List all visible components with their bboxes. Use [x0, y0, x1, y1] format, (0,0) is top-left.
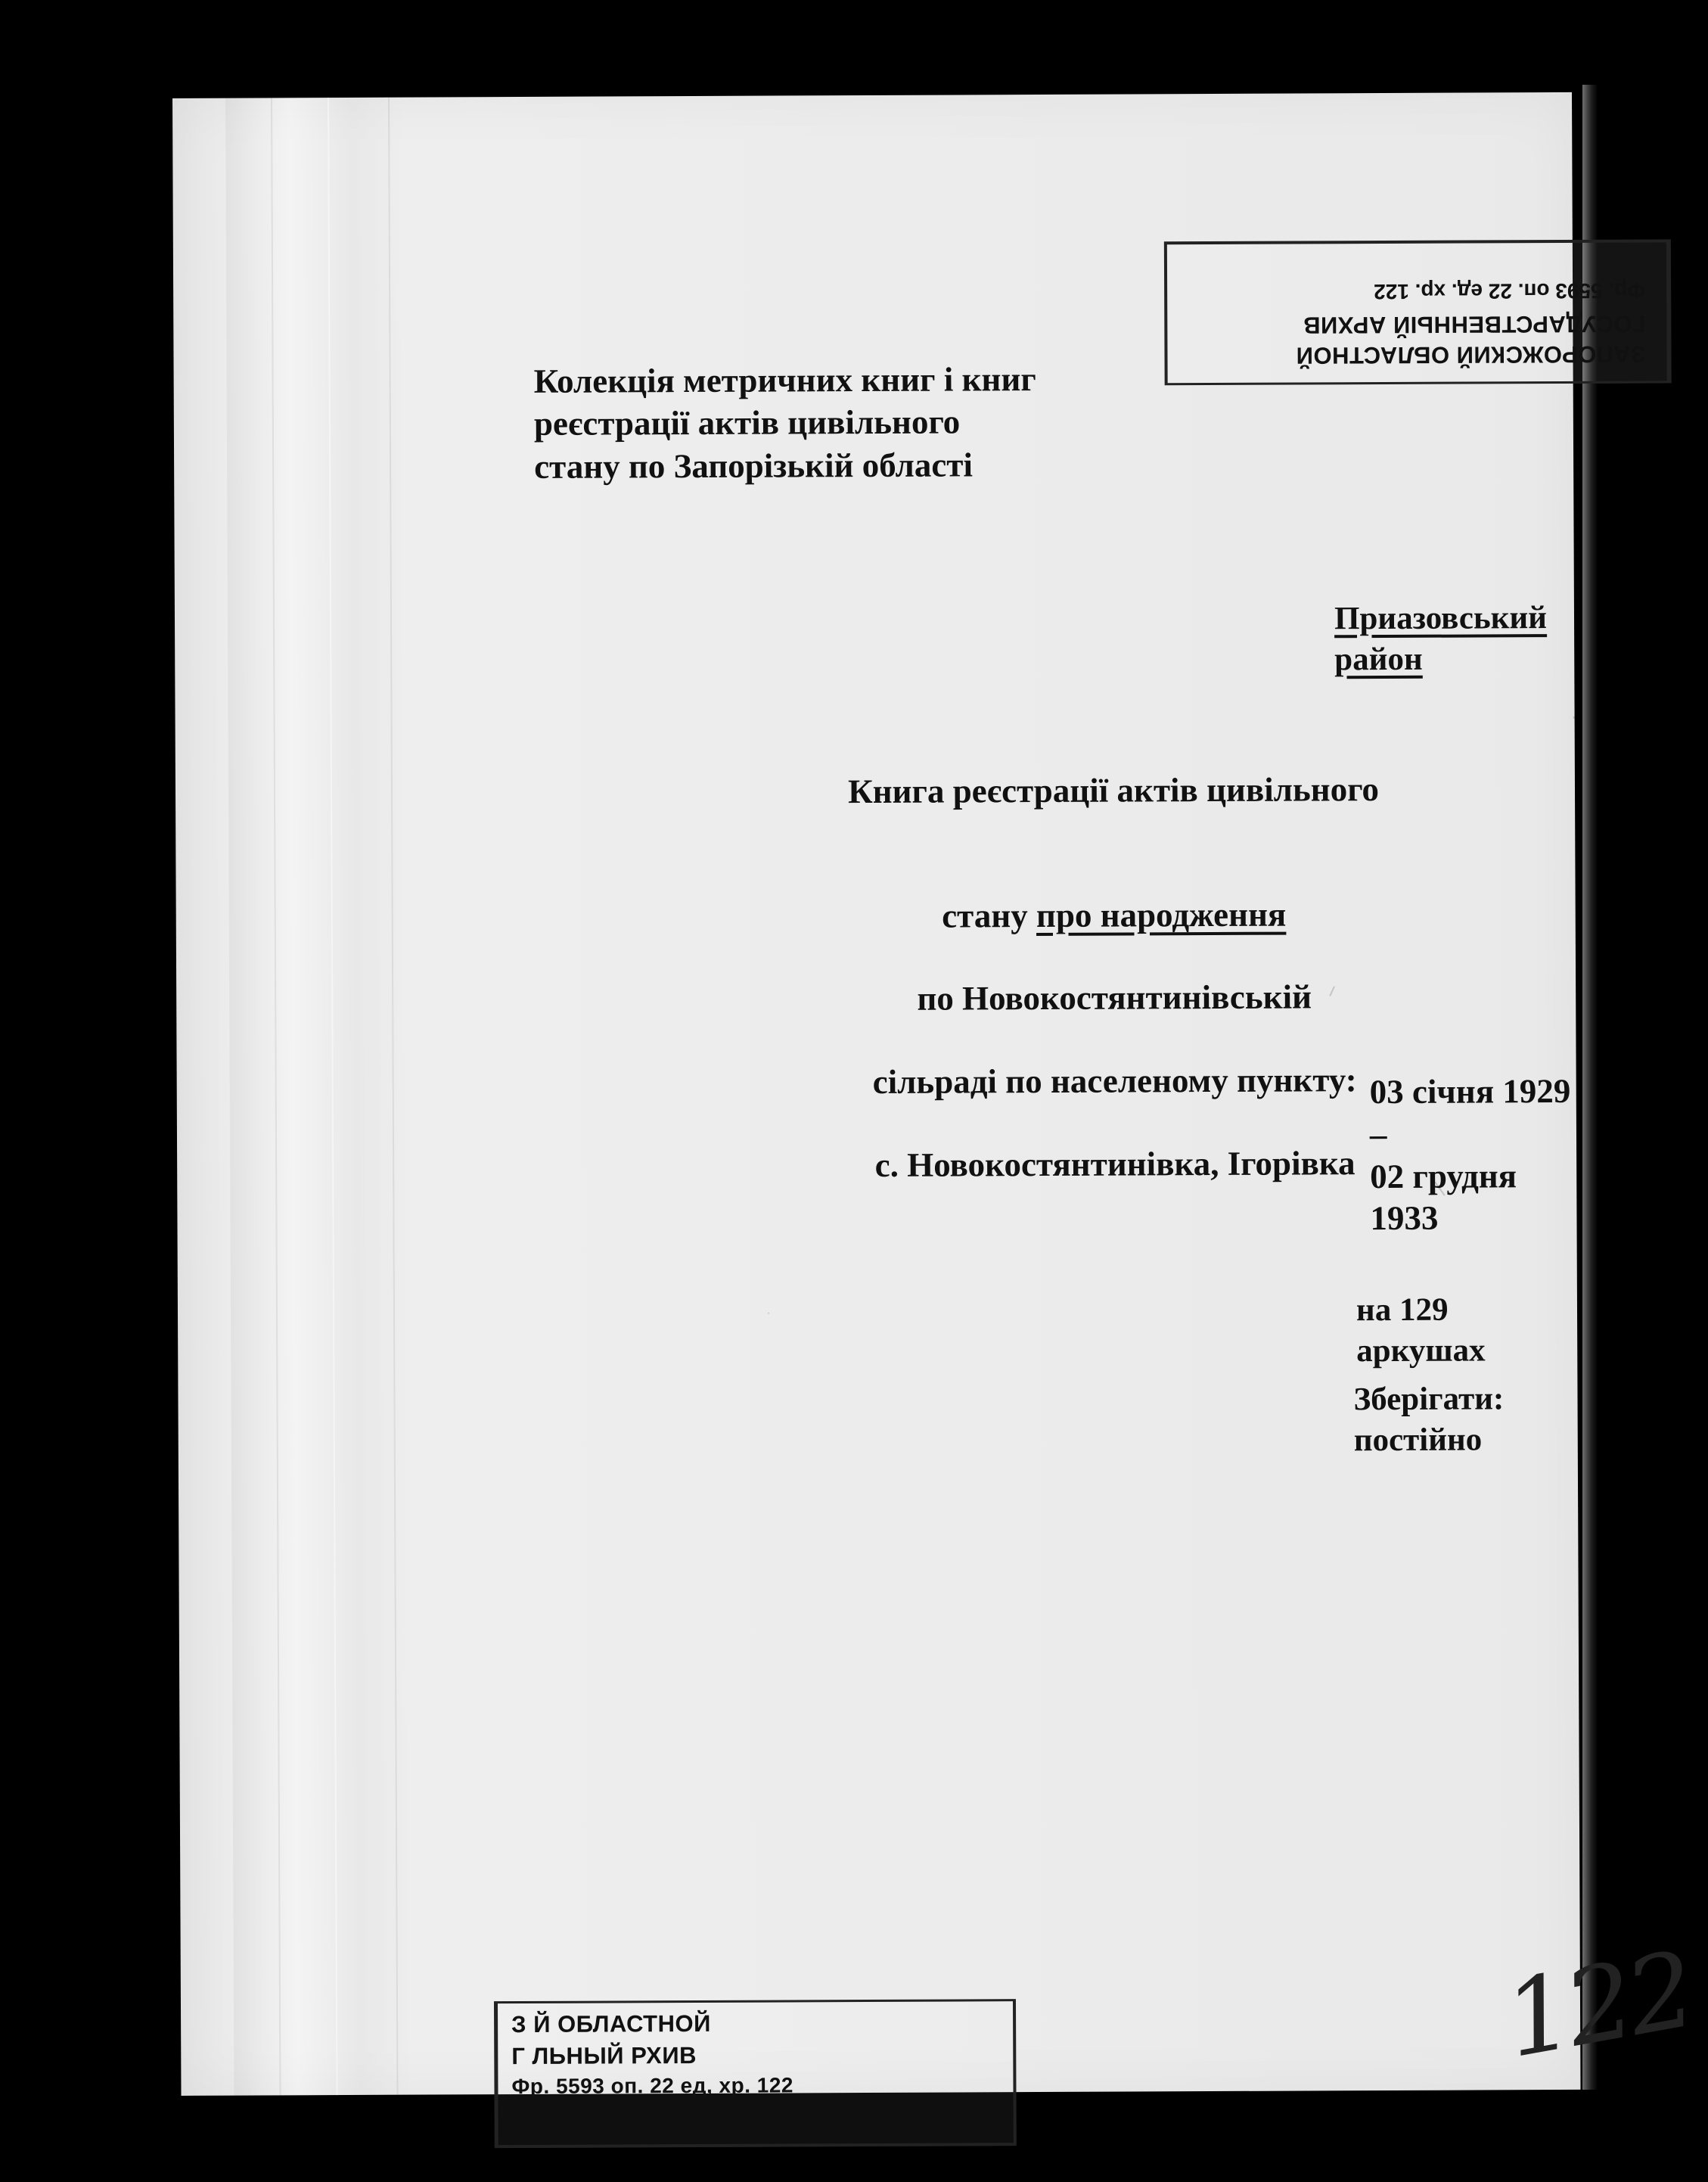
record-title-text: стану	[942, 896, 1037, 935]
record-title-line: сільраді по населеному пункту:	[872, 1061, 1357, 1102]
district-label: Приазовський район	[1334, 600, 1548, 678]
collection-title: Колекція метричних книг і книг реєстрації актів цивільного стану по Запорізькій області	[533, 360, 1036, 486]
stamp-text-line: ЗАПОРОЖСКИЙ ОБЛАСТНОЙ	[1296, 340, 1646, 369]
paper-mark	[1573, 716, 1576, 719]
stamp-text-line: Фр. 5593 оп. 22 ед, хр. 122	[511, 2073, 794, 2099]
record-title-line: Книга реєстрації актів цивільного	[847, 769, 1380, 811]
storage-period: Зберігати: постійно	[1353, 1381, 1505, 1458]
stamp-text-line: З Й ОБЛАСТНОЙ	[511, 2009, 711, 2038]
date-range: 03 січня 1929 – 02 грудня 1933	[1369, 1071, 1571, 1238]
sheet-count: на 129 аркушах	[1356, 1291, 1486, 1369]
paper-mark	[768, 1313, 769, 1314]
archive-stamp-bottom	[494, 1999, 1017, 2148]
page-fold-line	[271, 98, 281, 2095]
page-fold-line	[388, 98, 399, 2095]
stamp-text-line: ГОСУДАРСТВЕННЫЙ АРХИВ	[1303, 310, 1646, 339]
record-title-line: по Новокостянтинівській	[917, 978, 1312, 1018]
handwritten-number: 122	[1505, 1926, 1689, 2084]
record-title-line: с. Новокостянтинівка, Ігорівка	[874, 1144, 1356, 1184]
stamp-text-line: Г ЛЬНЫЙ РХИВ	[511, 2042, 697, 2070]
archive-stamp-top	[1164, 239, 1672, 385]
birth-record-label: про народження	[1036, 895, 1287, 934]
archive-document-page	[172, 92, 1689, 2099]
record-title	[758, 727, 1471, 1229]
record-title-line	[758, 851, 1469, 937]
document-right-edge	[1582, 85, 1598, 2090]
page-fold-highlight	[328, 98, 338, 2095]
stamp-text-line: Фр. 5593 оп. 22 ед. хр. 122	[1374, 278, 1646, 304]
